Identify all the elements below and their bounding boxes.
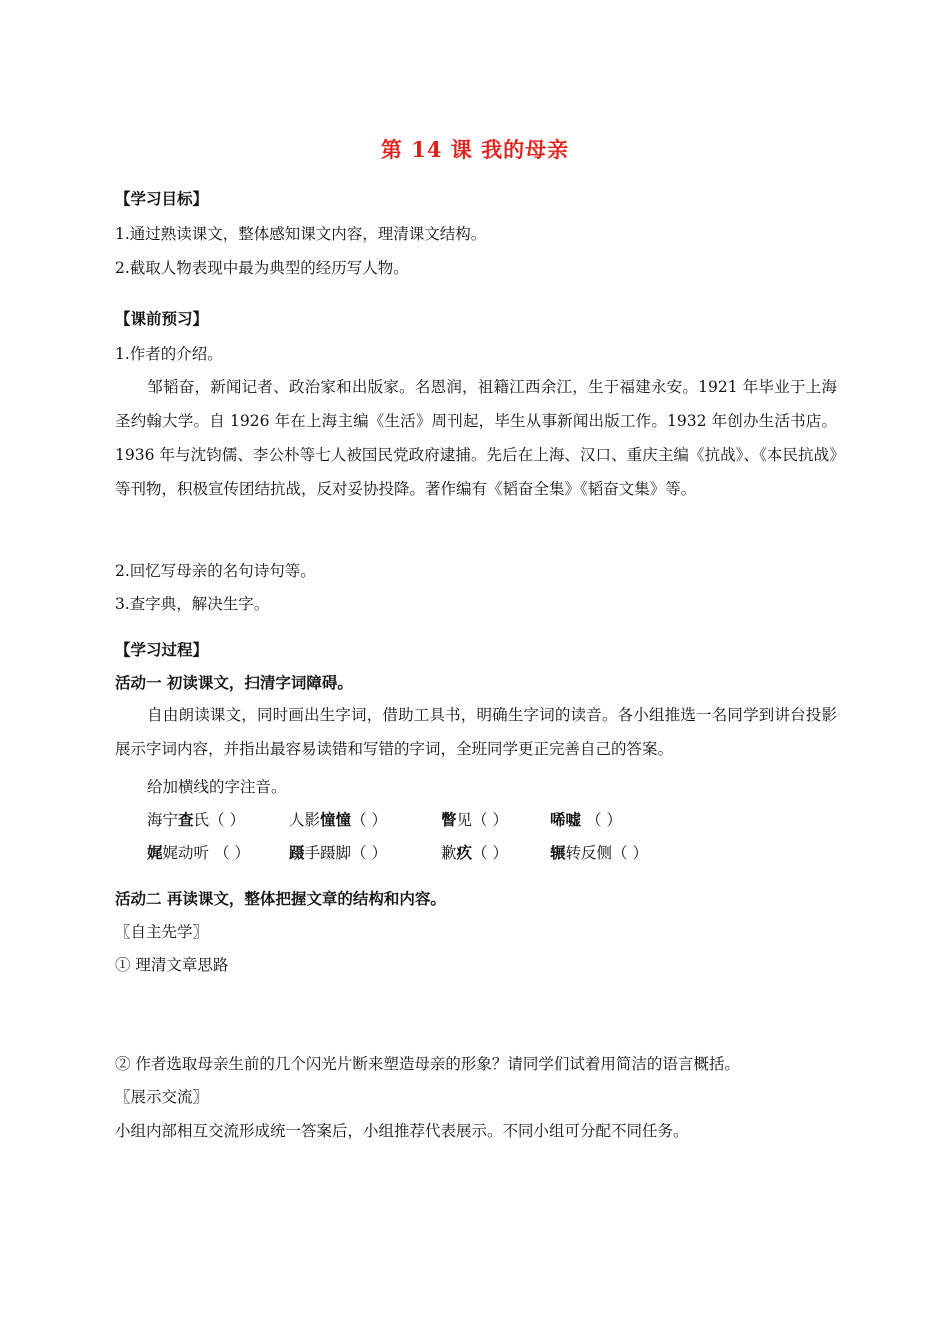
vocab-item: [550, 843, 648, 863]
vocab-target: 娓: [147, 843, 163, 862]
preview-item-3: 3.查字典，解决生字。: [115, 595, 270, 613]
vocab-target: 憧憧: [320, 810, 352, 829]
vocab-blank: 娓动听 （ ）: [162, 844, 250, 862]
author-paragraph: 邹韬奋，新闻记者、政治家和出版家。名恩润，祖籍江西余江，生于福建永安。1921 年毕业于上海圣约翰大学。自 1926 年在上海主编《生活》周刊起，毕生从事新闻出版工作。1932 年创办生活书店。1936 年与沈钧儒、李公朴等七人被国民党政府逮捕。先后在上海、汉口、重庆主编《抗战》、《本民抗战》等刊物，积极宣传团结抗战，反对妥协投降。著作编有《韬奋全集》《韬奋文集》等。: [115, 378, 837, 498]
vocab-blank: 见（ ）: [456, 811, 508, 829]
pinyin-instruction: 给加横线的字注音。: [147, 778, 287, 796]
vocab-target: 瞥: [441, 810, 457, 829]
goal-item-1: 1.通过熟读课文，整体感知课文内容，理清课文结构。: [115, 225, 487, 243]
activity-two-title: 活动二 再读课文，整体把握文章的结构和内容。: [115, 889, 446, 908]
activity-one-paragraph: [115, 698, 837, 766]
vocab-item: [441, 810, 508, 830]
vocab-item: [289, 843, 387, 863]
vocab-blank: （ ）: [351, 811, 387, 829]
vocab-item: [550, 810, 622, 830]
page-title: 第 14 课 我的母亲: [380, 137, 570, 162]
vocab-prefix: 海宁: [147, 811, 179, 829]
vocab-target: 唏嘘: [550, 810, 582, 829]
goals-heading: 【学习目标】: [115, 189, 209, 208]
vocab-item: [441, 843, 508, 863]
question-1: ① 理清文章思路: [115, 956, 229, 974]
vocab-blank: （ ）: [472, 844, 508, 862]
vocab-target: 疚: [456, 843, 473, 862]
exchange-text: 小组内部相互交流形成统一答案后，小组推荐代表展示。不同小组可分配不同任务。: [115, 1122, 689, 1140]
process-heading: 【学习过程】: [115, 640, 209, 659]
activity-one-text: 自由朗读课文，同时画出生字词，借助工具书，明确生字词的读音。各小组推选一名同学到讲台投影展示字词内容，并指出最容易读错和写错的字词，全班同学更正完善自己的答案。: [115, 706, 837, 758]
preview-heading: 【课前预习】: [115, 309, 209, 328]
vocab-blank: （ ）: [581, 811, 622, 829]
vocab-target: 辗: [550, 843, 566, 862]
vocab-blank: 转反侧（ ）: [565, 844, 648, 862]
vocab-prefix: 歉: [441, 844, 457, 862]
preview-item-2: 2.回忆写母亲的名句诗句等。: [115, 562, 316, 580]
preview-item-1: 1.作者的介绍。: [115, 345, 223, 363]
goal-item-2: 2.截取人物表现中最为典型的经历写人物。: [115, 259, 409, 277]
question-2: ② 作者选取母亲生前的几个闪光片断来塑造母亲的形象？请同学们试着用简洁的语言概括。: [115, 1055, 740, 1073]
vocab-target: 查: [178, 810, 194, 829]
vocab-item: [289, 810, 387, 830]
vocab-prefix: 人影: [289, 811, 321, 829]
vocab-target: 蹑: [289, 843, 305, 862]
exchange-heading: 〖展示交流〗: [115, 1088, 209, 1106]
activity-one-title: 活动一 初读课文，扫清字词障碍。: [115, 673, 353, 692]
self-study-heading: 〖自主先学〗: [115, 923, 209, 941]
author-introduction: [115, 370, 837, 506]
vocab-item: [147, 843, 250, 863]
vocab-blank: 手蹑脚（ ）: [304, 844, 387, 862]
vocab-item: [147, 810, 245, 830]
vocab-blank: 氏（ ）: [193, 811, 245, 829]
